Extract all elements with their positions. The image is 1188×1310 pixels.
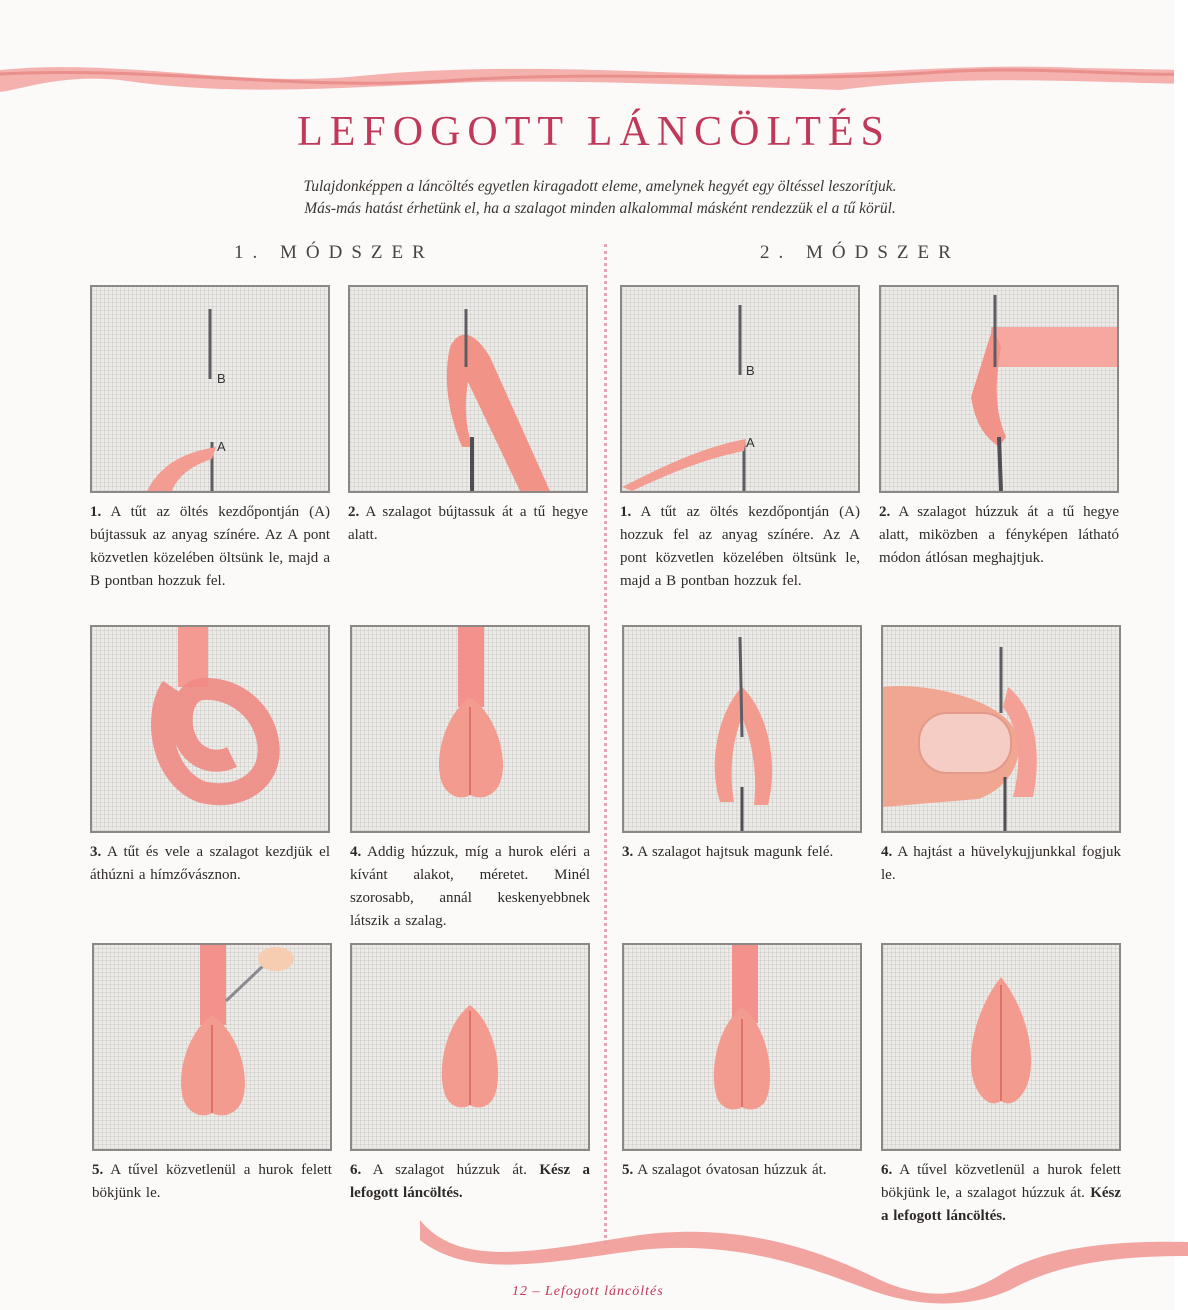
- step-photo: [92, 943, 332, 1151]
- method-2-step-3: [622, 625, 862, 864]
- step-photo: [622, 625, 862, 833]
- step-number: 4.: [881, 844, 893, 860]
- step-text: A tűt az öltés kezdőpontján (A) hozzuk fel az anyag színére. Az A pont közvetlen közelében öltsünk le, majd a B pontban hozzuk fel.: [620, 504, 860, 589]
- step-photo: [90, 625, 330, 833]
- method-1-step-1: [90, 285, 330, 593]
- step-caption: [90, 841, 330, 887]
- step-text: A tűt az öltés kezdőpontján (A) bújtassuk az anyag színére. Az A pont közvetlen közelében öltsünk le, majd a B pontban hozzuk fel.: [90, 504, 330, 589]
- step-text-bold: Kész a lefogott láncöltés.: [350, 1162, 590, 1201]
- step-text: A szalagot húzzuk át.: [372, 1162, 527, 1178]
- method-1-step-6: [350, 943, 590, 1205]
- step-number: 3.: [622, 844, 634, 860]
- step-number: 5.: [92, 1162, 104, 1178]
- intro-text: [150, 176, 1050, 220]
- column-divider: [604, 244, 607, 1244]
- intro-line-2: Más-más hatást érhetünk el, ha a szalagot minden alkalommal másként rendezzük el a tű körül.: [304, 200, 896, 217]
- step-photo: [348, 285, 588, 493]
- step-photo: [620, 285, 860, 493]
- step-number: 6.: [881, 1162, 893, 1178]
- step-text: A tűt és vele a szalagot kezdjük el áthúzni a hímzővásznon.: [90, 844, 330, 883]
- folded-ribbon-illustration: [624, 627, 860, 831]
- method-1-step-2: [348, 285, 588, 547]
- step-text: A szalagot hajtsuk magunk felé.: [637, 844, 834, 860]
- page-title: LEFOGOTT LÁNCÖLTÉS: [297, 109, 891, 155]
- step-caption: [90, 501, 330, 593]
- step-photo: [622, 943, 862, 1151]
- step-caption: [881, 841, 1121, 887]
- label-b: B: [746, 363, 755, 378]
- step-photo: [350, 625, 590, 833]
- step-text: Addig húzzuk, míg a hurok eléri a kívánt alakot, méretet. Minél szorosabb, annál keskenyebbnek látszik a szalag.: [350, 844, 590, 929]
- needle-ribbon-illustration: [92, 287, 328, 491]
- petal-with-needle-illustration: [94, 945, 330, 1149]
- method-2-step-5: [622, 943, 862, 1182]
- step-caption: [350, 841, 590, 933]
- step-text: A szalagot húzzuk át a tű hegye alatt, miközben a fényképen látható módon átlósan meghajtjuk.: [879, 504, 1119, 566]
- step-number: 6.: [350, 1162, 362, 1178]
- method-2-heading: 2. MÓDSZER: [760, 242, 960, 263]
- step-photo: [881, 943, 1121, 1151]
- folded-ribbon-illustration: [881, 287, 1117, 491]
- step-caption: [622, 1159, 862, 1182]
- method-1-step-3: [90, 625, 330, 887]
- needle-ribbon-illustration: [622, 287, 858, 491]
- step-number: 4.: [350, 844, 362, 860]
- step-caption: [92, 1159, 332, 1205]
- step-number: 2.: [879, 504, 891, 520]
- ribbon-loop-illustration: [92, 627, 328, 831]
- label-a: A: [746, 435, 755, 450]
- finished-petal-illustration: [883, 945, 1119, 1149]
- method-1-step-5: [92, 943, 332, 1205]
- step-caption: [348, 501, 588, 547]
- step-caption: [879, 501, 1119, 570]
- step-text-bold: Kész a lefogott láncöltés.: [881, 1185, 1122, 1224]
- petal-illustration: [352, 627, 588, 831]
- step-number: 3.: [90, 844, 102, 860]
- step-number: 5.: [622, 1162, 634, 1178]
- step-number: 1.: [90, 504, 102, 520]
- step-photo: [90, 285, 330, 493]
- step-caption: [622, 841, 862, 864]
- intro-line-1: Tulajdonképpen a láncöltés egyetlen kiragadott eleme, amelynek hegyét egy öltéssel leszorítjuk.: [303, 178, 897, 195]
- step-number: 2.: [348, 504, 360, 520]
- label-a: A: [217, 439, 226, 454]
- petal-illustration: [624, 945, 860, 1149]
- method-1-step-4: [350, 625, 590, 933]
- step-photo: [879, 285, 1119, 493]
- step-photo: [881, 625, 1121, 833]
- method-2-step-1: [620, 285, 860, 593]
- page-footer: 12 – Lefogott láncöltés: [512, 1284, 664, 1299]
- step-photo: [350, 943, 590, 1151]
- thumb-holding-ribbon-illustration: [883, 627, 1119, 831]
- method-2-step-4: [881, 625, 1121, 887]
- step-text: A hajtást a hüvelykujjunkkal fogjuk le.: [881, 844, 1121, 883]
- needle-ribbon-illustration: [350, 287, 586, 491]
- method-2-step-2: [879, 285, 1119, 570]
- spiral-binding: [1162, 0, 1188, 1310]
- step-text: A tűvel közvetlenül a hurok felett bökjünk le, a szalagot húzzuk át.: [881, 1162, 1121, 1201]
- step-text: A szalagot óvatosan húzzuk át.: [637, 1162, 827, 1178]
- step-number: 1.: [620, 504, 632, 520]
- step-caption: [620, 501, 860, 593]
- finished-petal-illustration: [352, 945, 588, 1149]
- step-text: A szalagot bújtassuk át a tű hegye alatt.: [348, 504, 588, 543]
- step-text: A tűvel közvetlenül a hurok felett bökjünk le.: [92, 1162, 332, 1201]
- label-b: B: [217, 371, 226, 386]
- method-1-heading: 1. MÓDSZER: [234, 242, 434, 263]
